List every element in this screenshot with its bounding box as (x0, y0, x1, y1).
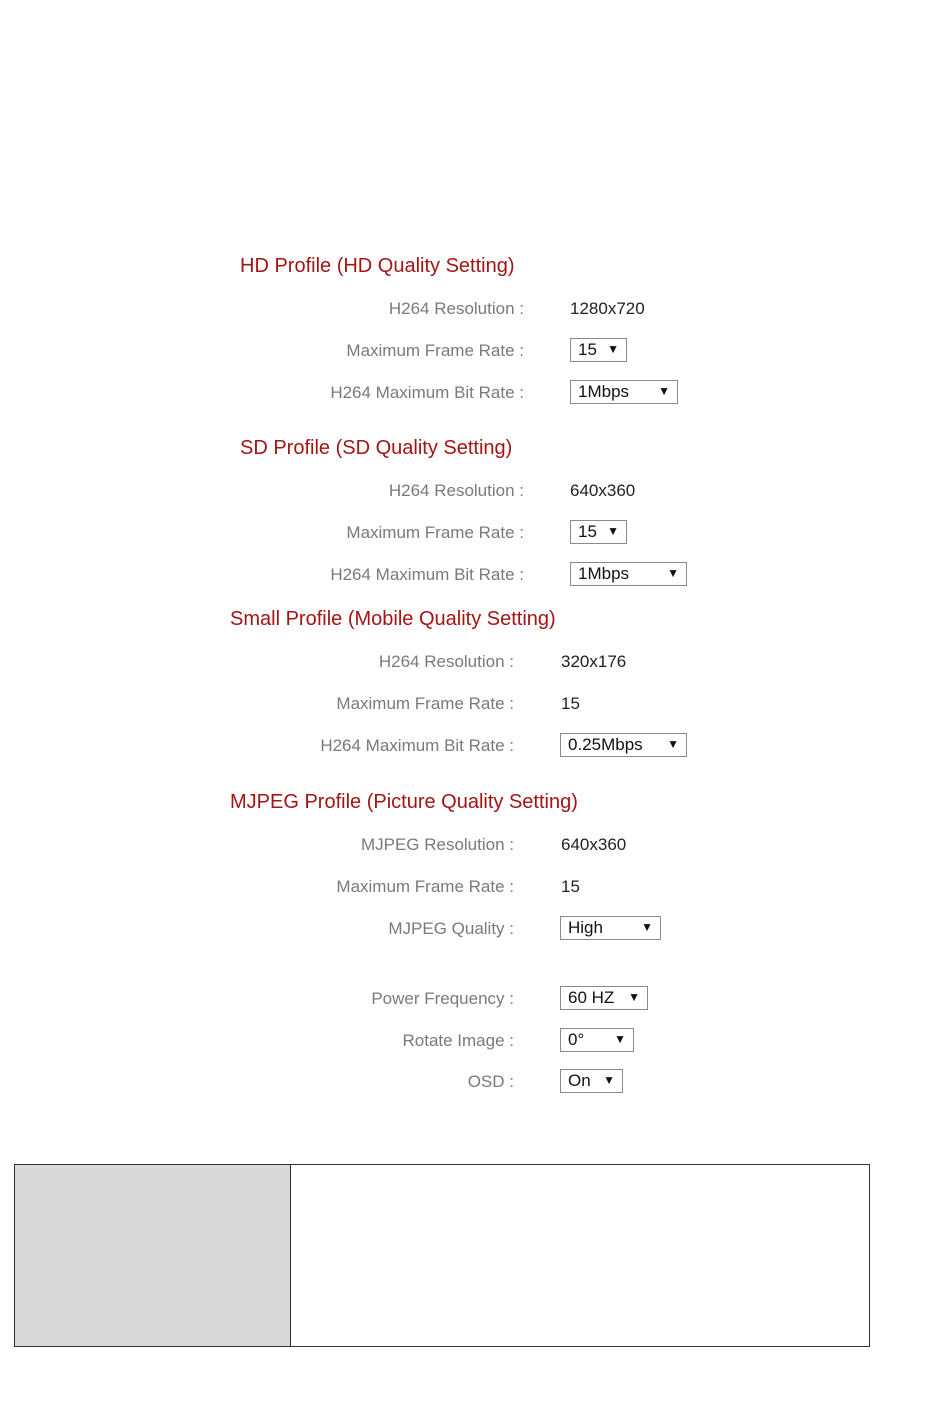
osd-selected: On (568, 1071, 591, 1090)
mjpeg-resolution-label: MJPEG Resolution : (360, 835, 514, 854)
rotate-image-label: Rotate Image : (402, 1031, 514, 1050)
hd-profile-title: HD Profile (HD Quality Setting) (240, 255, 515, 277)
sd-resolution-label: H264 Resolution : (388, 481, 524, 500)
chevron-down-icon: ▼ (628, 990, 640, 1004)
sd-bit-rate-label: H264 Maximum Bit Rate : (330, 565, 524, 584)
hd-resolution-value: 1280x720 (570, 299, 645, 318)
rotate-image-selected: 0° (568, 1030, 585, 1049)
mjpeg-profile-title: MJPEG Profile (Picture Quality Setting) (230, 791, 578, 813)
hd-frame-rate-label: Maximum Frame Rate : (346, 341, 524, 360)
power-frequency-selected: 60 HZ (568, 988, 615, 1007)
mjpeg-quality-select[interactable] (560, 916, 661, 940)
sd-frame-rate-select[interactable] (570, 520, 627, 544)
chevron-down-icon: ▼ (667, 737, 679, 751)
small-profile-title: Small Profile (Mobile Quality Setting) (230, 608, 556, 630)
sd-profile-title: SD Profile (SD Quality Setting) (240, 437, 513, 459)
hd-resolution-label: H264 Resolution : (388, 299, 524, 318)
hd-bit-rate-select[interactable] (570, 380, 678, 404)
chevron-down-icon: ▼ (603, 1073, 615, 1087)
mjpeg-quality-label: MJPEG Quality : (388, 919, 514, 938)
power-frequency-label: Power Frequency : (371, 989, 514, 1008)
sd-bit-rate-select[interactable] (570, 562, 687, 586)
sd-resolution-value: 640x360 (570, 481, 636, 500)
chevron-down-icon: ▼ (667, 566, 679, 580)
osd-label: OSD : (467, 1072, 514, 1091)
info-table-content-cell (291, 1165, 869, 1346)
chevron-down-icon: ▼ (614, 1032, 626, 1046)
info-table (14, 1164, 870, 1347)
osd-select[interactable] (560, 1069, 623, 1093)
small-bit-rate-select[interactable] (560, 733, 687, 757)
small-frame-rate-value: 15 (561, 694, 580, 713)
chevron-down-icon: ▼ (607, 524, 619, 538)
hd-frame-rate-selected: 15 (578, 340, 597, 359)
mjpeg-frame-rate-value: 15 (561, 877, 580, 896)
sd-frame-rate-label: Maximum Frame Rate : (346, 523, 524, 542)
mjpeg-quality-selected: High (568, 918, 603, 937)
small-resolution-value: 320x176 (561, 652, 627, 671)
hd-frame-rate-select[interactable] (570, 338, 627, 362)
chevron-down-icon: ▼ (658, 384, 670, 398)
power-frequency-select[interactable] (560, 986, 648, 1010)
small-frame-rate-label: Maximum Frame Rate : (336, 694, 514, 713)
small-bit-rate-selected: 0.25Mbps (568, 735, 643, 754)
chevron-down-icon: ▼ (641, 920, 653, 934)
hd-bit-rate-selected: 1Mbps (578, 382, 630, 401)
mjpeg-resolution-value: 640x360 (561, 835, 627, 854)
hd-bit-rate-label: H264 Maximum Bit Rate : (330, 383, 524, 402)
info-table-label-cell (15, 1165, 291, 1346)
chevron-down-icon: ▼ (607, 342, 619, 356)
rotate-image-select[interactable] (560, 1028, 634, 1052)
small-resolution-label: H264 Resolution : (378, 652, 514, 671)
small-bit-rate-label: H264 Maximum Bit Rate : (320, 736, 514, 755)
sd-frame-rate-selected: 15 (578, 522, 597, 541)
mjpeg-frame-rate-label: Maximum Frame Rate : (336, 877, 514, 896)
sd-bit-rate-selected: 1Mbps (578, 564, 630, 583)
